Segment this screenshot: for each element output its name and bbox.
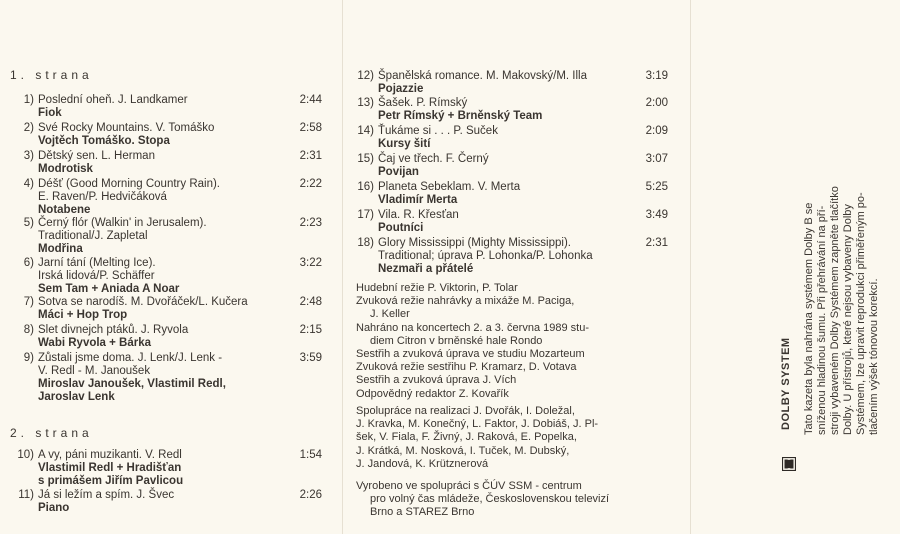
track-item <box>357 181 668 207</box>
track-performer: Kursy šití <box>378 138 431 150</box>
track-performer: Vlastimil Redl + Hradišťan <box>38 462 182 474</box>
side-2-heading: 2. strana <box>10 426 93 440</box>
track-title: Dětský sen. L. Herman <box>38 150 155 162</box>
fold-line-right <box>690 0 691 534</box>
track-item <box>23 122 322 148</box>
track-performer: Vladimír Merta <box>378 194 458 206</box>
credit-line: J. Kravka, M. Konečný, L. Faktor, J. Dobiáš, J. Pl- <box>356 418 599 431</box>
credit-line: Hudební režie P. Viktorin, P. Tolar <box>356 282 518 294</box>
track-duration: 5:25 <box>645 181 668 193</box>
track-number: 13) <box>357 97 374 109</box>
track-performer: Modřina <box>38 243 83 255</box>
track-number: 8) <box>23 324 34 336</box>
track-number: 11) <box>18 489 34 501</box>
track-duration: 2:31 <box>299 150 322 162</box>
track-duration: 2:00 <box>645 97 668 109</box>
manufacturing-credits <box>356 480 609 520</box>
track-number: 16) <box>357 181 374 193</box>
credit-line: pro volný čas mládeže, Československou televizí <box>370 493 610 506</box>
track-performer: Pojazzie <box>378 83 424 95</box>
dolby-line: sníženou hladinou šumu. Při přehrávání na pří- <box>816 205 828 435</box>
credit-line: diem Citron v brněnské hale Rondo <box>370 334 543 347</box>
track-title-line2: E. Raven/P. Hedvičáková <box>38 191 167 203</box>
track-item <box>23 352 322 404</box>
track-duration: 1:54 <box>299 449 322 461</box>
track-item <box>23 150 322 176</box>
credit-line: Zvuková režie sestřihu P. Kramarz, D. Votava <box>356 361 577 374</box>
track-title: Šašek. P. Rímský <box>378 97 468 109</box>
track-title: A vy, páni muzikanti. V. Redl <box>38 449 182 461</box>
track-title-line2: Irská lidová/P. Schäffer <box>38 270 155 282</box>
track-duration: 2:48 <box>299 296 322 308</box>
track-item <box>357 97 668 123</box>
track-performer-line2: Jaroslav Lenk <box>38 391 115 403</box>
credit-line: Nahráno na koncertech 2. a 3. června 1989 stu- <box>356 321 589 334</box>
credit-line: Sestřih a zvuková úprava ve studiu Mozarteum <box>356 348 585 361</box>
track-title: Poslední oheň. J. Landkamer <box>38 94 188 106</box>
dolby-line: Dolby. U přístrojů, které nejsou vybaveny Dolby <box>842 204 854 435</box>
track-title: Déšť (Good Morning Country Rain). <box>38 178 220 190</box>
credit-line: Odpovědný redaktor Z. Kovařík <box>356 387 509 400</box>
track-item <box>23 257 322 296</box>
track-number: 3) <box>23 150 34 162</box>
track-number: 18) <box>357 237 374 249</box>
track-item <box>357 125 668 151</box>
track-performer: Vojtěch Tomáško. Stopa <box>38 135 170 147</box>
credit-line: Sestřih a zvuková úprava J. Vích <box>356 374 517 387</box>
track-title: Já si ležím a spím. J. Švec <box>38 489 175 501</box>
track-item <box>357 70 668 96</box>
track-performer: Notabene <box>38 204 91 216</box>
track-performer: Petr Rímský + Brněnský Team <box>378 110 543 122</box>
track-number: 17) <box>357 209 374 221</box>
track-item <box>23 217 322 256</box>
track-number: 15) <box>357 153 374 165</box>
track-performer: Poutníci <box>378 222 424 234</box>
dolby-logo-icon <box>782 457 796 471</box>
credit-line: J. Keller <box>370 308 410 321</box>
track-duration: 2:09 <box>645 125 668 137</box>
credit-line: Brno a STAREZ Brno <box>370 506 475 519</box>
track-title: Černý flór (Walkin' in Jerusalem). <box>38 217 207 229</box>
track-title: Španělská romance. M. Makovský/M. Illa <box>378 70 587 82</box>
track-duration: 3:07 <box>645 153 668 165</box>
side-1-heading: 1. strana <box>10 68 93 82</box>
fold-line-left <box>342 0 343 534</box>
track-performer: Povijan <box>378 166 419 178</box>
track-item <box>23 178 322 217</box>
track-number: 12) <box>357 70 374 82</box>
track-duration: 2:58 <box>299 122 322 134</box>
track-performer: Sem Tam + Aniada A Noar <box>38 283 180 295</box>
track-title: Své Rocky Mountains. V. Tomáško <box>38 122 215 134</box>
track-duration: 2:26 <box>299 489 322 501</box>
track-performer: Wabi Ryvola + Bárka <box>38 337 152 349</box>
credit-line: Spolupráce na realizaci J. Dvořák, I. Doležal, <box>356 405 575 417</box>
track-number: 2) <box>23 122 34 134</box>
track-item <box>357 209 668 235</box>
track-number: 6) <box>23 257 34 269</box>
track-item <box>357 237 668 276</box>
track-item <box>357 153 668 179</box>
track-title: Zůstali jsme doma. J. Lenk/J. Lenk - <box>38 352 223 364</box>
track-title-line2: Traditional/J. Zapletal <box>38 230 148 242</box>
track-duration: 2:31 <box>645 237 668 249</box>
credit-line: šek, V. Fiala, F. Živný, J. Raková, E. Popelka, <box>356 431 577 444</box>
track-number: 7) <box>23 296 34 308</box>
track-duration: 2:44 <box>299 94 322 106</box>
track-title: Vila. R. Křesťan <box>378 209 459 221</box>
track-duration: 3:22 <box>299 257 322 269</box>
track-duration: 2:23 <box>299 217 322 229</box>
track-number: 5) <box>23 217 34 229</box>
collaboration-credits <box>356 405 598 471</box>
track-item <box>17 449 322 488</box>
track-performer: Fiok <box>38 107 62 119</box>
credit-line: Vyrobeno ve spolupráci s ČÚV SSM - centrum <box>356 480 582 492</box>
track-title-line2: V. Redl - M. Janoušek <box>38 365 151 377</box>
track-title: Sotva se narodíš. M. Dvořáček/L. Kučera <box>38 296 248 308</box>
track-performer: Miroslav Janoušek, Vlastimil Redl, <box>38 378 226 390</box>
credit-line: J. Krátká, M. Nosková, I. Tuček, M. Dubský, <box>356 444 570 457</box>
track-performer: Máci + Hop Trop <box>38 309 128 321</box>
track-performer: Piano <box>38 502 70 514</box>
track-duration: 3:19 <box>645 70 668 82</box>
dolby-line: Tato kazeta byla nahrána systémem Dolby B se <box>803 202 815 435</box>
dolby-info-text <box>803 186 881 435</box>
dolby-title: DOLBY SYSTEM <box>780 337 792 430</box>
track-title-line2: Traditional; úprava P. Lohonka/P. Lohonka <box>378 250 593 262</box>
track-title: Jarní tání (Melting Ice). <box>38 257 156 269</box>
track-item <box>23 324 322 350</box>
dolby-line: tlačením výšek tónovou korekcí. <box>868 278 880 435</box>
track-number: 10) <box>17 449 34 461</box>
credit-line: Zvuková režie nahrávky a mixáže M. Paciga, <box>356 295 575 308</box>
track-duration: 3:59 <box>299 352 322 364</box>
track-performer: Modrotisk <box>38 163 93 175</box>
track-duration: 2:15 <box>299 324 322 336</box>
track-item <box>23 94 322 120</box>
track-number: 1) <box>23 94 34 106</box>
dolby-line: Systémem, lze upravit reprodukci přiměřeným po- <box>855 192 867 435</box>
track-title: Slet divnejch ptáků. J. Ryvola <box>38 324 189 336</box>
credit-line: J. Jandová, K. Krütznerová <box>356 457 489 470</box>
track-number: 14) <box>357 125 374 137</box>
track-title: Ťukáme si . . . P. Suček <box>378 125 498 137</box>
track-title: Glory Mississippi (Mighty Mississippi). <box>378 237 571 249</box>
production-credits <box>356 282 589 401</box>
dolby-line: stroji vybaveném Dolby Systémem zapněte tlačítko <box>829 186 841 435</box>
track-title: Planeta Sebeklam. V. Merta <box>378 181 521 193</box>
track-number: 9) <box>23 352 34 364</box>
track-item <box>23 296 322 322</box>
track-item <box>18 489 322 515</box>
track-performer: Nezmaři a přátelé <box>378 263 474 275</box>
track-duration: 2:22 <box>299 178 322 190</box>
track-title: Čaj ve třech. F. Černý <box>378 153 489 165</box>
track-number: 4) <box>23 178 34 190</box>
track-duration: 3:49 <box>645 209 668 221</box>
track-performer-line2: s primášem Jiřím Pavlicou <box>38 475 184 487</box>
